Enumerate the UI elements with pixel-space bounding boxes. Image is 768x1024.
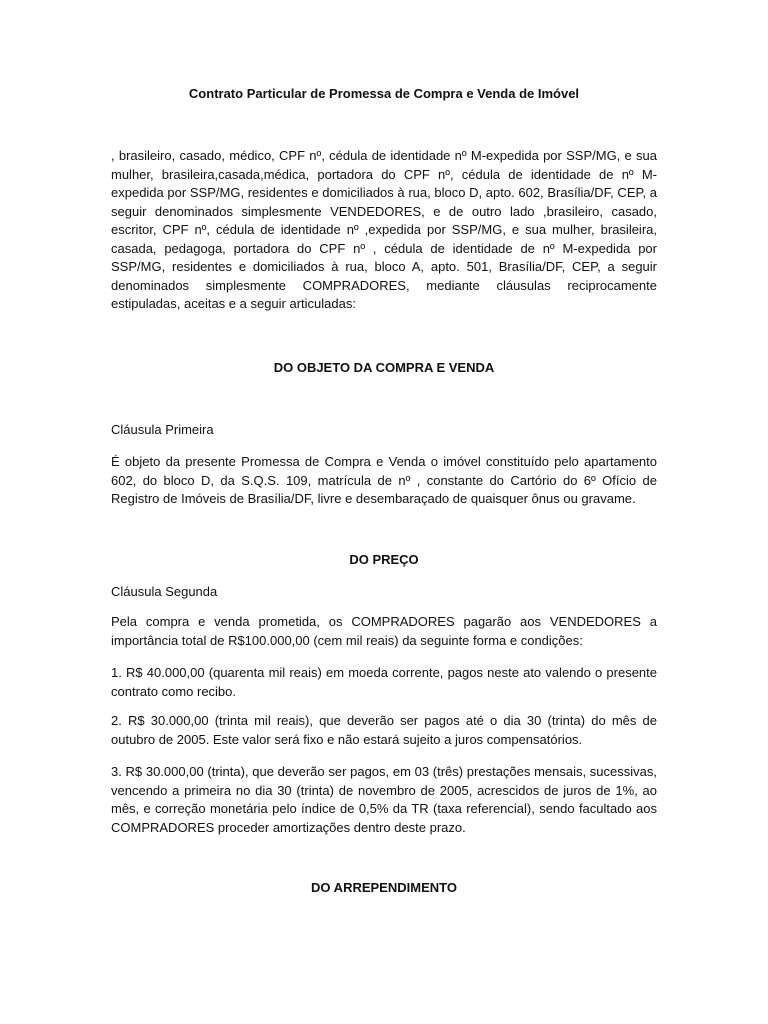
clause-title: Cláusula Segunda bbox=[111, 584, 218, 599]
section-heading-price: DO PREÇO bbox=[349, 552, 419, 567]
payment-item: 1. R$ 40.000,00 (quarenta mil reais) em moeda corrente, pagos neste ato valendo o presente contrato como recibo. bbox=[111, 665, 657, 699]
clause-title: Cláusula Primeira bbox=[111, 422, 214, 437]
section-heading-regret: DO ARREPENDIMENTO bbox=[311, 880, 457, 895]
section-heading-object: DO OBJETO DA COMPRA E VENDA bbox=[273, 360, 495, 375]
payment-item: 2. R$ 30.000,00 (trinta mil reais), que deverão ser pagos até o dia 30 (trinta) do mês de outubro de 2005. Este valor será fixo e não estará sujeito a juros compensatórios. bbox=[111, 713, 657, 747]
document-title: Contrato Particular de Promessa de Compra e Venda de Imóvel bbox=[188, 86, 580, 101]
intro-paragraph: , brasileiro, casado, médico, CPF nº, cédula de identidade nº M-expedida por SSP/MG, e sua mulher, brasileira,casada,médica, portadora do CPF nº, cédula de identidade de nº M-expedida por SSP/MG, residentes e domiciliados à rua, bloco D, apto. 602, Brasília/DF, CEP, a seguir denominados simplesmente VENDEDORES, e de outro lado ,brasileiro, casado, escritor, CPF nº, cédula de identidade nº ,expedida por SSP/MG, e sua mulher, brasileira, casada, pedagoga, portadora do CPF nº , cédula de identidade de nº M-expedida por SSP/MG, residentes e domiciliados à rua, bloco A, apto. 501, Brasília/DF, CEP, a seguir denominados simplesmente COMPRADORES, mediante cláusulas reciprocamente estipuladas, aceitas e a seguir articuladas: bbox=[111, 148, 657, 311]
payment-item: 3. R$ 30.000,00 (trinta), que deverão ser pagos, em 03 (três) prestações mensais, sucessivas, vencendo a primeira no dia 30 (trinta) de novembro de 2005, acrescidos de juros de 1%, ao mês, e correção monetária pelo índice de 0,5% da TR (taxa referencial), sendo facultado aos COMPRADORES proceder amortizações dentro deste prazo. bbox=[111, 764, 657, 835]
clause-paragraph: É objeto da presente Promessa de Compra e Venda o imóvel constituído pelo apartamento 602, do bloco D, da S.Q.S. 109, matrícula de nº , constante do Cartório do 6º Ofício de Registro de Imóveis de Brasília/DF, livre e desembaraçado de quaisquer ônus ou gravame. bbox=[111, 454, 657, 506]
clause-paragraph: Pela compra e venda prometida, os COMPRADORES pagarão aos VENDEDORES a importância total de R$100.000,00 (cem mil reais) da seguinte forma e condições: bbox=[111, 614, 657, 648]
